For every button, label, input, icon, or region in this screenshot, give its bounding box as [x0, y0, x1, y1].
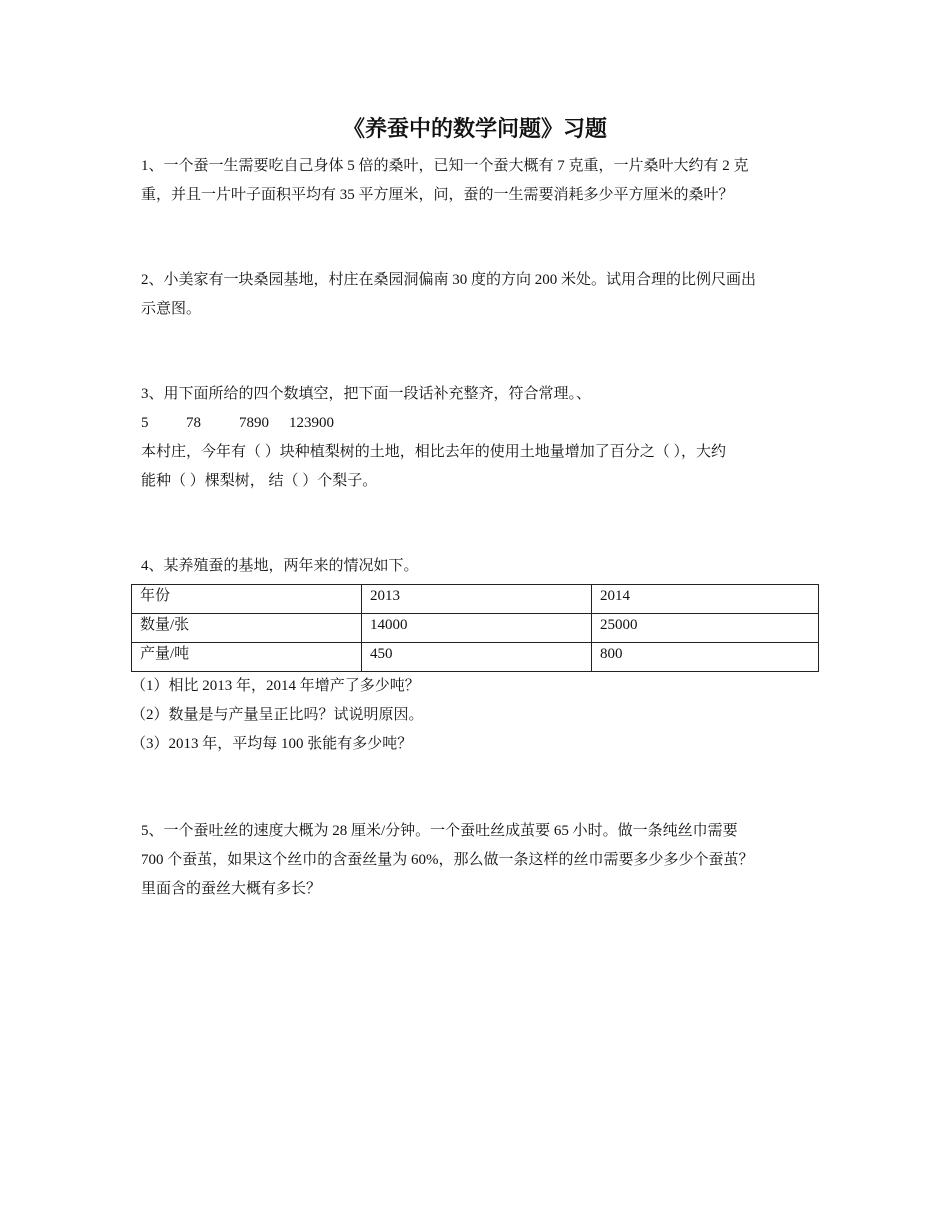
table-cell: 800 — [592, 643, 819, 672]
question-5-line-3: 里面含的蚕丝大概有多长？ — [141, 881, 322, 897]
question-3-line-2: 能种（ ）棵梨树， 结（ ）个梨子。 — [141, 473, 378, 489]
question-2-line-2: 示意图。 — [141, 301, 202, 317]
subquestion-1: （1）相比 2013 年，2014 年增产了多少吨？ — [131, 678, 420, 694]
question-5-line-2: 700 个蚕茧，如果这个丝巾的含蚕丝量为 60%，那么做一条这样的丝巾需要多少多少个蚕茧？ — [141, 852, 754, 868]
question-5-line-1: 5、一个蚕吐丝的速度大概为 28 厘米/分钟。一个蚕吐丝成茧要 65 小时。做一条纯丝巾需要 — [141, 823, 738, 839]
subquestion-3: （3）2013 年，平均每 100 张能有多少吨？ — [131, 736, 413, 752]
question-3-prompt: 3、用下面所给的四个数填空，把下面一段话补充整齐，符合常理。、 — [141, 386, 592, 402]
question-1-line-2: 重，并且一片叶子面积平均有 35 平方厘米，问，蚕的一生需要消耗多少平方厘米的桑叶？ — [141, 187, 734, 203]
table-cell: 产量/吨 — [132, 643, 362, 672]
question-1-line-1: 1、一个蚕一生需要吃自己身体 5 倍的桑叶，已知一个蚕大概有 7 克重，一片桑叶大约有 2 克 — [141, 158, 749, 174]
question-3-numbers — [141, 413, 334, 433]
question-3-line-1: 本村庄，今年有（ ）块种植梨树的土地，相比去年的使用土地量增加了百分之（ ），大约 — [141, 444, 727, 460]
table-row — [132, 643, 819, 672]
table-cell: 25000 — [592, 614, 819, 643]
table-cell: 14000 — [362, 614, 592, 643]
number-option: 123900 — [289, 415, 334, 431]
table-cell: 2013 — [362, 585, 592, 614]
table-cell: 数量/张 — [132, 614, 362, 643]
table-cell: 2014 — [592, 585, 819, 614]
page-title: 《养蚕中的数学问题》习题 — [342, 116, 607, 141]
number-option: 5 — [141, 415, 149, 431]
question-4-prompt: 4、某养殖蚕的基地，两年来的情况如下。 — [141, 558, 419, 574]
table-row — [132, 614, 819, 643]
number-option: 78 — [186, 415, 201, 431]
table-row — [132, 585, 819, 614]
data-table — [131, 584, 819, 672]
subquestion-2: （2）数量是与产量呈正比吗？试说明原因。 — [131, 707, 424, 723]
table-cell: 年份 — [132, 585, 362, 614]
table-cell: 450 — [362, 643, 592, 672]
number-option: 7890 — [239, 415, 269, 431]
question-2-line-1: 2、小美家有一块桑园基地，村庄在桑园洞偏南 30 度的方向 200 米处。试用合理的比例尺画出 — [141, 272, 757, 288]
